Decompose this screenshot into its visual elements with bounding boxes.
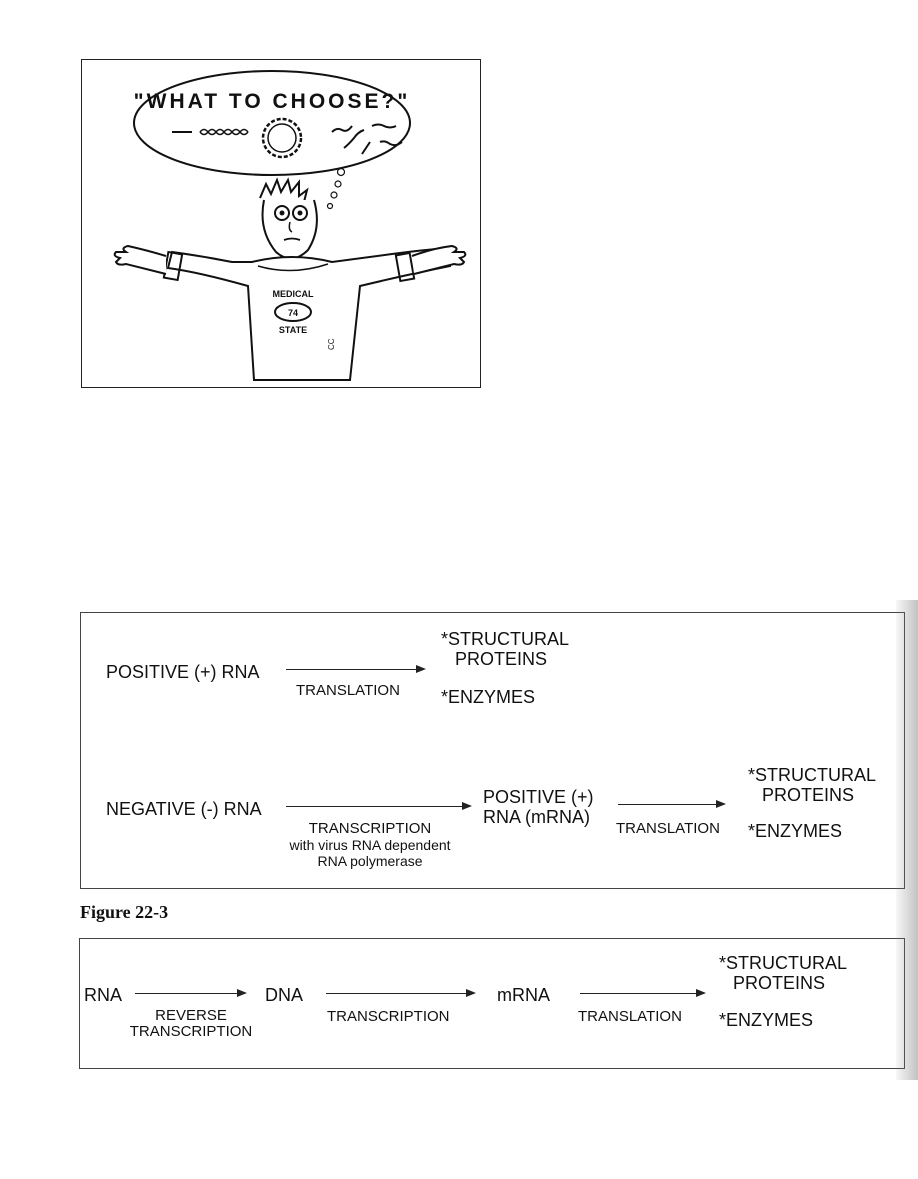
translation-arrow — [286, 669, 424, 670]
translation-label-2: TRANSLATION — [616, 820, 720, 837]
shirt-text-bottom: STATE — [278, 325, 308, 335]
translation-arrow-fig2 — [580, 993, 704, 994]
artist-signature: CC — [327, 338, 336, 350]
reverse-transcription-block — [112, 1008, 270, 1040]
enzymes-label-2: *ENZYMES — [748, 821, 843, 841]
structural-label-fig2: *STRUCTURAL — [719, 953, 848, 973]
transcription-label: TRANSCRIPTION — [308, 820, 432, 837]
cartoon-caption: "WHAT TO CHOOSE?" — [133, 90, 411, 113]
reverse-transcription-arrow — [135, 993, 245, 994]
page-edge-shadow — [896, 600, 918, 1080]
enzymes-label: *ENZYMES — [441, 687, 536, 707]
shirt — [168, 248, 450, 380]
proteins-label: PROTEINS — [455, 649, 548, 669]
transcription-label-fig2: TRANSCRIPTION — [327, 1008, 450, 1025]
structural-label: *STRUCTURAL — [441, 629, 570, 649]
transcription-block — [272, 821, 468, 869]
proteins-label-2: PROTEINS — [762, 785, 855, 805]
mrna-label: mRNA — [497, 985, 550, 1005]
reverse-label-1: REVERSE — [155, 1007, 227, 1024]
thought-bubble — [134, 71, 410, 175]
positive-rna-label: POSITIVE (+) RNA — [106, 662, 260, 682]
figure-caption: Figure 22-3 — [80, 902, 169, 922]
enzymes-label-fig2: *ENZYMES — [719, 1010, 814, 1030]
shirt-number: 74 — [287, 308, 299, 318]
cartoon-panel — [81, 59, 481, 388]
translation-label-fig2: TRANSLATION — [578, 1008, 682, 1025]
reverse-label-2: TRANSCRIPTION — [129, 1023, 253, 1040]
proteins-label-fig2: PROTEINS — [733, 973, 826, 993]
translation-label: TRANSLATION — [296, 682, 400, 699]
structural-label-2: *STRUCTURAL — [748, 765, 877, 785]
left-hand — [115, 246, 166, 274]
shirt-text-top: MEDICAL — [272, 289, 314, 299]
cartoon-illustration — [82, 60, 481, 388]
transcription-arrow — [286, 806, 470, 807]
positive-rna-intermediate-line2: RNA (mRNA) — [483, 807, 590, 827]
transcription-arrow-fig2 — [326, 993, 474, 994]
transcription-note-1: with virus RNA dependent — [289, 837, 451, 853]
rna-label: RNA — [84, 985, 123, 1005]
translation-arrow-2 — [618, 804, 724, 805]
transcription-note-2: RNA polymerase — [317, 853, 423, 869]
negative-rna-label: NEGATIVE (-) RNA — [106, 799, 262, 819]
dna-label: DNA — [265, 985, 304, 1005]
positive-rna-intermediate-line1: POSITIVE (+) — [483, 787, 594, 807]
